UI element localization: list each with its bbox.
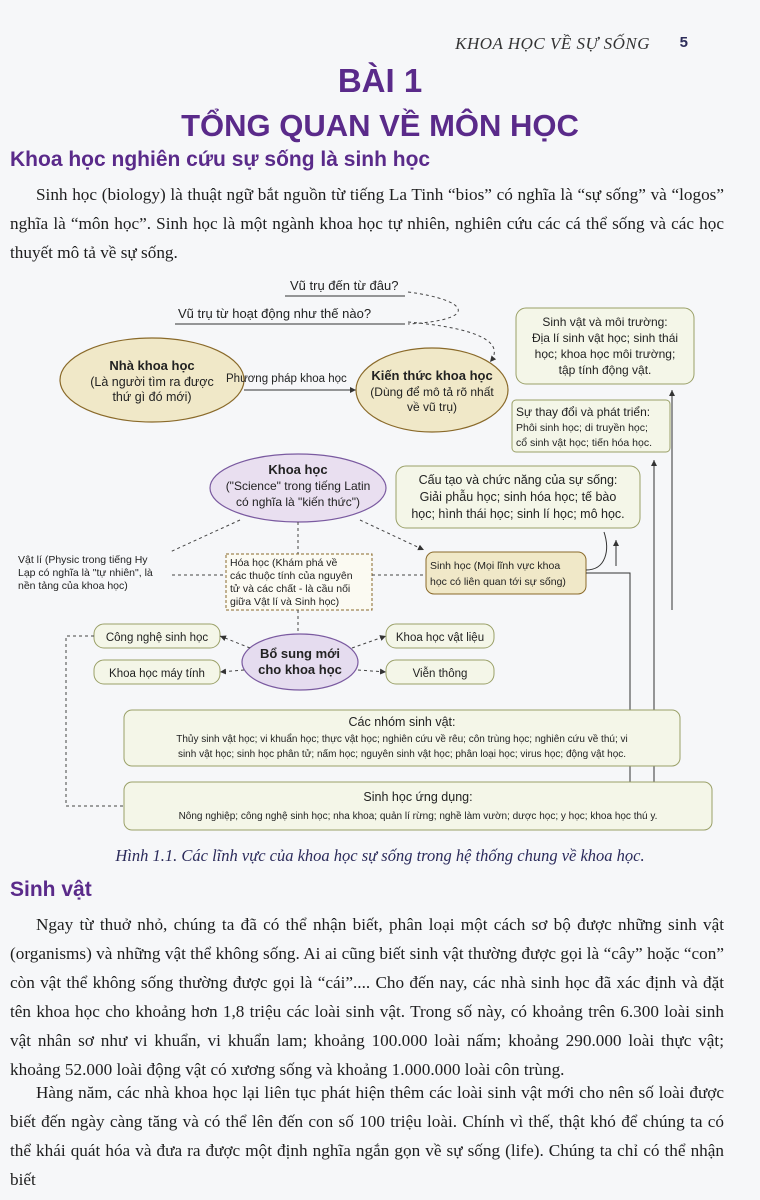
organism-groups-line-1: Thủy sinh vật học; vi khuẩn học; thực vật học; nghiên cứu về rêu; côn trùng học; nghiên cứu về thú; vi [176,734,628,745]
physics-line-2: Lạp có nghĩa là "tự nhiên", là [18,567,153,579]
knowledge-desc-1: (Dùng để mô tả rõ nhất [370,385,494,399]
environment-line-4: tập tính động vật. [558,363,652,377]
computer-science-label: Khoa học máy tính [109,668,205,680]
lesson-number: BÀI 1 [337,62,423,99]
knowledge-desc-2: về vũ trụ) [406,400,458,414]
section-heading-biology: Khoa học nghiên cứu sự sống là sinh học [10,148,431,171]
new-additions-line-1: Bổ sung mới [259,646,341,661]
chemistry-line-3: tử và các chất - là cầu nối [230,583,351,595]
intro-paragraph [10,180,724,267]
science-fields-diagram [0,270,760,840]
organisms-paragraph-2-text: Hàng năm, các nhà khoa học lại liên tục phát hiện thêm các loài sinh vật mới cho nên số loài được biết đến ngày càng tăng và có thể lên đến con số 100 triệu loài. Chính vì thế, thật khó để chúng ta có thể khái quát hóa và đưa ra được một định nghĩa ngắn gọn về sự sống (life). Chúng ta chỉ có thể nhận biết [10,1083,724,1189]
physics-line-3: nền tảng của khoa học) [18,580,128,592]
page-number: 5 [679,34,688,51]
figure-caption: Hình 1.1. Các lĩnh vực của khoa học sự sống trong hệ thống chung về khoa học. [115,846,645,865]
structure-line-3: học; hình thái học; sinh lí học; mô học. [411,507,625,521]
physics-line-1: Vật lí (Physic trong tiếng Hy [18,554,148,566]
organisms-paragraph-2 [10,1078,724,1194]
change-line-1: Phôi sinh học; di truyền học; [516,422,648,434]
scientific-method-label: Phương pháp khoa học [226,373,347,385]
environment-line-1: Sinh vật và môi trường: [542,315,668,329]
science-desc-1: ("Science" trong tiếng Latin [225,479,371,493]
chemistry-line-2: các thuộc tính của nguyên [230,570,353,582]
science-desc-2: có nghĩa là "kiến thức") [236,495,360,509]
knowledge-title: Kiến thức khoa học [371,368,493,383]
environment-line-2: Địa lí sinh vật học; sinh thái [531,331,679,345]
scientist-title: Nhà khoa học [109,358,195,373]
telecom-label: Viễn thông [412,668,468,680]
materials-label: Khoa học vật liệu [395,632,485,644]
new-additions-line-2: cho khoa học [258,662,342,677]
organisms-paragraph-1-text: Ngay từ thuở nhỏ, chúng ta đã có thể nhận biết, phân loại một cách sơ bộ được những sinh vật (organisms) và những vật thể không sống. Ai ai cũng biết sinh vật thường được gọi là “cây” hoặc “con” còn vật thể không sống thường được gọi là “cái”.... Cho đến nay, các nhà sinh học đã xác định và đặt tên khoa học cho khoảng hơn 1,8 triệu các loài sinh vật. Trong số này, có khoảng trên 6.300 loài sinh vật nhân sơ như vi khuẩn, vi khuẩn lam; khoảng 100.000 loài nấm; khoảng 290.000 loài thực vật; khoảng 52.000 loài động vật có xương sống và khoảng 1.000.000 loài côn trùng. [10,915,724,1079]
question-origin: Vũ trụ đến từ đâu? [290,278,399,293]
scientist-desc-2: thứ gì đó mới) [112,390,192,404]
biology-line-2: học có liên quan tới sự sống) [430,576,566,588]
environment-line-3: học; khoa học môi trường; [534,347,676,361]
biotech-label: Công nghệ sinh học [105,632,209,644]
question-operation: Vũ trụ từ hoạt động như thế nào? [178,306,372,321]
structure-line-1: Cấu tạo và chức năng của sự sống: [418,473,618,487]
organism-groups-title: Các nhóm sinh vật: [348,715,456,729]
intro-paragraph-text: Sinh học (biology) là thuật ngữ bắt nguồn từ tiếng La Tinh “bios” có nghĩa là “sự sống” và “logos” nghĩa là “môn học”. Sinh học là một ngành khoa học tự nhiên, nghiên cứu các cá thể sống và các học thuyết mô tả về sự sống. [10,185,724,262]
structure-line-2: Giải phẫu học; sinh hóa học; tế bào [419,490,617,504]
organism-groups-line-2: sinh vật học; sinh học phân tử; nấm học; nguyên sinh vật học; phân loại học; virus học; động vật học. [177,749,627,760]
applied-biology-line: Nông nghiệp; công nghệ sinh học; nha khoa; quản lí rừng; nghề làm vườn; dược học; y học; khoa học thú y. [178,811,658,822]
science-title: Khoa học [268,462,328,477]
biology-line-1: Sinh học (Mọi lĩnh vực khoa [430,560,561,572]
applied-biology-title: Sinh học ứng dụng: [363,790,473,804]
running-title: KHOA HỌC VỀ SỰ SỐNG [455,34,650,53]
section-heading-organisms: Sinh vật [10,878,92,901]
chemistry-line-4: giữa Vật lí và Sinh học) [230,596,340,608]
organisms-paragraph-1 [10,910,724,1084]
change-line-2: cổ sinh vật học; tiến hóa học. [516,437,653,449]
chemistry-line-1: Hóa học (Khám phá về [230,557,338,569]
scientist-desc-1: (Là người tìm ra được [90,375,214,389]
change-title: Sự thay đổi và phát triển: [516,405,651,419]
lesson-title: TỔNG QUAN VỀ MÔN HỌC [181,108,579,143]
